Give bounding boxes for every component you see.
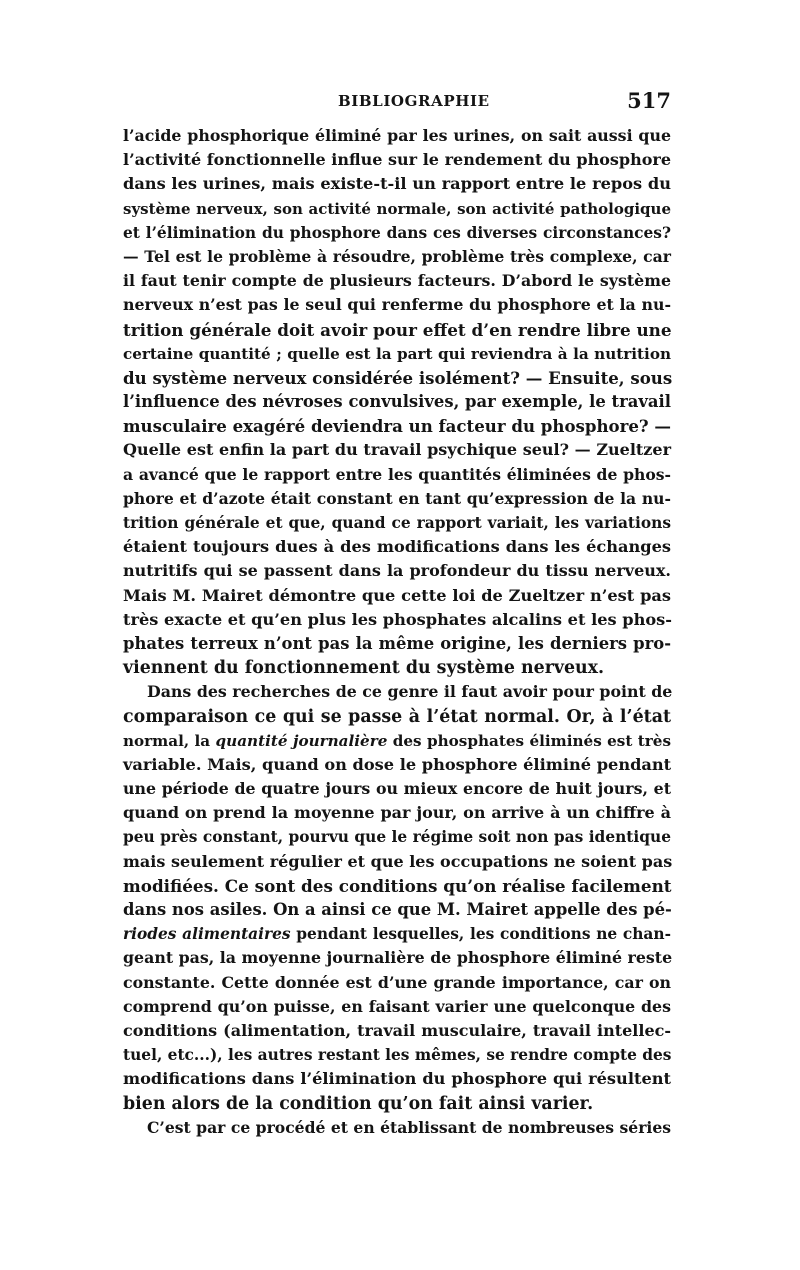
text-line: modifiées. Ce sont des conditions qu’on réalise facilement <box>123 875 672 896</box>
text-line <box>123 922 671 946</box>
text-line: mais seulement régulier et que les occupations ne soient pas <box>123 851 673 871</box>
text-line: viennent du fonctionnement du système nerveux. <box>123 658 605 679</box>
text-line: phates terreux n’ont pas la même origine, les derniers pro- <box>123 633 671 653</box>
text-line: — Tel est le problème à résoudre, problème très complexe, car <box>123 246 671 266</box>
italic-term: quantité journalière <box>215 731 388 750</box>
text-line: a avancé que le rapport entre les quantités éliminées de phos- <box>123 464 671 484</box>
text-line: Quelle est enfin la part du travail psychique seul? — Zueltzer <box>123 440 671 460</box>
page-number: 517 <box>627 88 671 113</box>
text-line: l’activité fonctionnelle influe sur le rendement du phosphore <box>123 150 671 170</box>
text-line: musculaire exagéré deviendra un facteur du phosphore? — <box>123 416 671 437</box>
text-line: trition générale doit avoir pour effet d’en rendre libre une <box>123 319 672 340</box>
body-text <box>123 124 671 1140</box>
text-line: système nerveux, son activité normale, son activité pathologique <box>123 199 671 218</box>
text-line: trition générale et que, quand ce rapport variait, les variations <box>123 514 671 532</box>
text-line: constante. Cette donnée est d’une grande importance, car on <box>123 972 671 992</box>
text-line: conditions (alimentation, travail musculaire, travail intellec- <box>123 1020 671 1040</box>
text-line: tuel, etc...), les autres restant les mêmes, se rendre compte des <box>123 1046 672 1065</box>
text-run: pendant lesquelles, les conditions ne chan- <box>290 925 671 944</box>
text-run: des phosphates éliminés est très <box>387 731 671 750</box>
text-line: Mais M. Mairet démontre que cette loi de Zueltzer n’est pas <box>123 585 671 605</box>
text-line: Dans des recherches de ce genre il faut avoir pour point de <box>147 682 673 702</box>
text-line: C’est par ce procédé et en établissant de nombreuses séries <box>147 1117 672 1137</box>
text-line: très exacte et qu’en plus les phosphates alcalins et les phos- <box>123 609 673 629</box>
text-line: dans les urines, mais existe-t-il un rapport entre le repos du <box>123 174 671 194</box>
italic-term: riodes alimentaires <box>123 925 291 944</box>
text-line: comparaison ce qui se passe à l’état normal. Or, à l’état <box>123 706 671 727</box>
text-line: l’acide phosphorique éliminé par les urines, on sait aussi que <box>123 126 671 145</box>
text-line: étaient toujours dues à des modifications dans les échanges <box>123 537 671 557</box>
text-line: geant pas, la moyenne journalière de phosphore éliminé reste <box>123 948 673 968</box>
text-line: nerveux n’est pas le seul qui renferme du phosphore et la nu- <box>123 295 671 315</box>
text-line: une période de quatre jours ou mieux encore de huit jours, et <box>123 779 671 799</box>
text-line: certaine quantité ; quelle est la part qui reviendra à la nutrition <box>123 344 671 363</box>
text-line: peu près constant, pourvu que le régime soit non pas identique <box>123 828 671 847</box>
text-run: normal, la <box>123 731 216 750</box>
text-line: phore et d’azote était constant en tant qu’expression de la nu- <box>123 488 671 508</box>
text-line: du système nerveux considérée isolément? — Ensuite, sous <box>123 367 673 388</box>
text-line: et l’élimination du phosphore dans ces diverses circonstances? <box>123 223 671 242</box>
text-line: quand on prend la moyenne par jour, on arrive à un chiffre à <box>123 803 671 823</box>
text-line: variable. Mais, quand on dose le phosphore éliminé pendant <box>123 754 672 774</box>
text-line: il faut tenir compte de plusieurs facteurs. D’abord le système <box>123 271 671 291</box>
text-line: l’influence des névroses convulsives, par exemple, le travail <box>123 392 671 412</box>
text-line: comprend qu’on puisse, en faisant varier une quelconque des <box>123 996 671 1016</box>
running-head: BIBLIOGRAPHIE <box>338 92 490 110</box>
page-header <box>123 88 671 116</box>
text-line <box>123 729 671 753</box>
text-line: dans nos asiles. On a ainsi ce que M. Mairet appelle des pé- <box>123 900 672 919</box>
text-line: bien alors de la condition qu’on fait ainsi varier. <box>123 1093 594 1114</box>
text-line: nutritifs qui se passent dans la profondeur du tissu nerveux. <box>123 561 671 581</box>
text-line: modifications dans l’élimination du phosphore qui résultent <box>123 1069 671 1089</box>
